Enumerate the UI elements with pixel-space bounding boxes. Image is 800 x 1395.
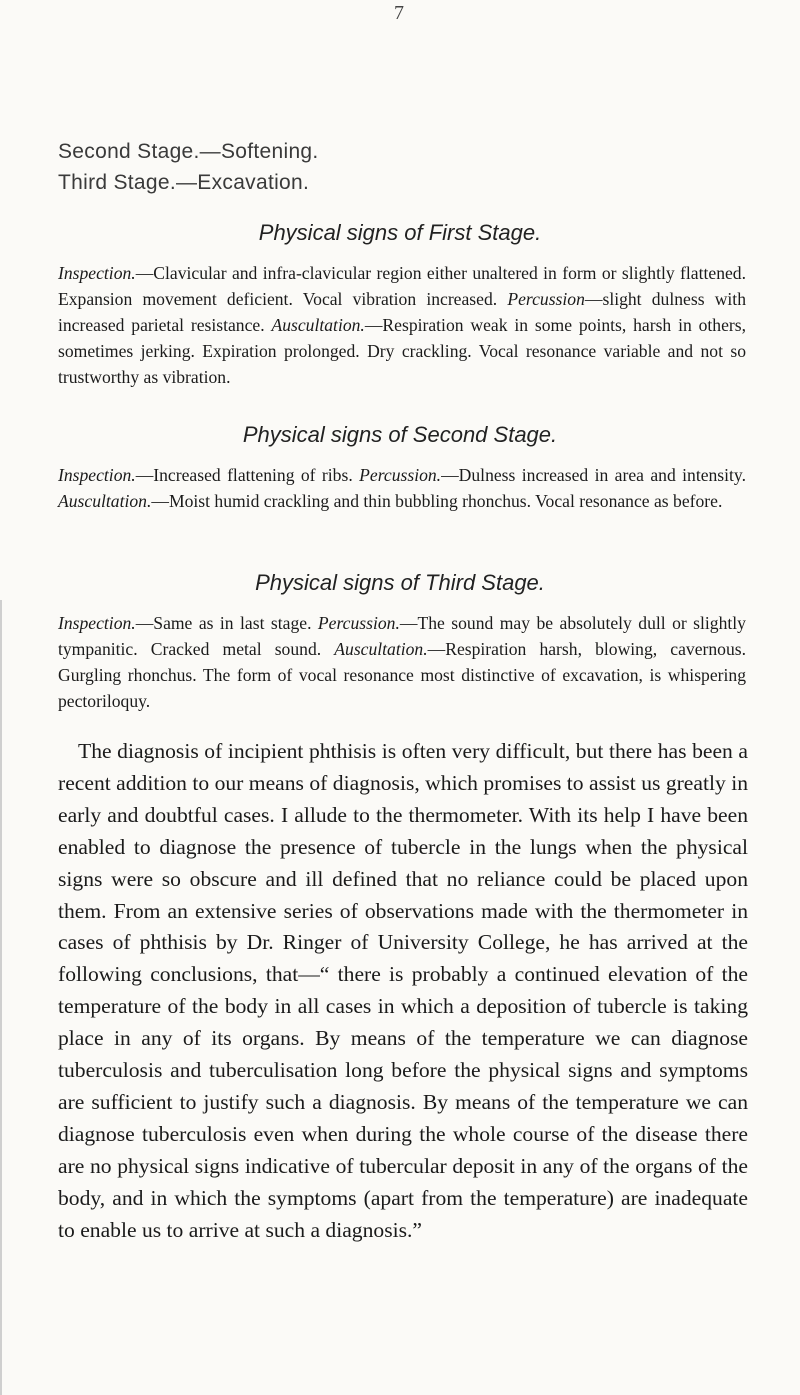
page-number: 7 <box>394 2 404 24</box>
auscultation-label: Auscultation. <box>271 315 365 335</box>
second-stage-paragraph <box>58 462 746 514</box>
percussion-text: —slight dulness with increased parietal resistance. <box>58 289 746 335</box>
inspection-text: —Clavicular and infra-clavicular region either unaltered in form or slightly flattened. Expansion movement deficient. Vocal vibration increased. <box>58 263 746 309</box>
auscultation-text: —Respiration harsh, blowing, cavernous. Gurgling rhonchus. The form of vocal resonance most distinctive of excavation, is whispering pectoriloquy. <box>58 639 746 711</box>
third-stage-heading: Physical signs of Third Stage. <box>255 570 545 595</box>
auscultation-text: —Moist humid crackling and thin bubbling rhonchus. Vocal resonance as before. <box>151 491 723 511</box>
first-stage-heading: Physical signs of First Stage. <box>258 220 542 245</box>
percussion-label: Percussion. <box>317 613 400 633</box>
second-stage-line: Second Stage.—Softening. <box>58 140 319 163</box>
percussion-text: —Dulness increased in area and intensity. <box>441 465 746 485</box>
thermometer-paragraph-text: The diagnosis of incipient phthisis is often very difficult, but there has been a recent addition to our means of diagnosis, which promises to assist us greatly in early and doubtful cases. I allude to the thermometer. With its help I have been enabled to diagnose the presence of tubercle in the lungs when the physical signs were so obscure and ill defined that no reliance could be placed upon them. From an extensive series of observations made with the thermometer in cases of phthisis by Dr. Ringer of University College, he has arrived at the following conclusions, that—“ there is probably a continued elevation of the temperature of the body in all cases in which a deposition of tubercle is taking place in any of its organs. By means of the temperature we can diagnose tuberculosis and tuberculisation long before the physical signs and symptoms are sufficient to justify such a diagnosis. By means of the temperature we can diagnose tuberculosis even when during the whole course of the disease there are no physical signs indicative of tubercular deposit in any of the organs of the body, and in which the symptoms (apart from the temperature) are inadequate to enable us to arrive at such a diagnosis.” <box>58 739 748 1242</box>
percussion-label: Percussion. <box>359 465 442 485</box>
percussion-label: Percussion <box>507 289 585 309</box>
third-stage-line: Third Stage.—Excavation. <box>58 171 310 194</box>
auscultation-text: —Respiration weak in some points, harsh in others, sometimes jerking. Expiration prolonged. Dry crackling. Vocal resonance variable and not so trustworthy as vibration. <box>58 315 746 387</box>
first-stage-paragraph <box>58 260 746 390</box>
second-stage-heading: Physical signs of Second Stage. <box>242 422 558 447</box>
auscultation-label: Auscultation. <box>58 491 152 511</box>
page-edge-shadow <box>0 600 2 1395</box>
inspection-label: Inspection. <box>58 263 136 283</box>
percussion-text: —The sound may be absolutely dull or slightly tympanitic. Cracked metal sound. <box>58 613 746 659</box>
thermometer-paragraph <box>58 736 748 1247</box>
inspection-label: Inspection. <box>58 613 136 633</box>
inspection-text: —Increased flattening of ribs. <box>135 465 353 485</box>
third-stage-paragraph <box>58 610 746 714</box>
inspection-text: —Same as in last stage. <box>135 613 312 633</box>
auscultation-label: Auscultation. <box>334 639 428 659</box>
inspection-label: Inspection. <box>58 465 136 485</box>
